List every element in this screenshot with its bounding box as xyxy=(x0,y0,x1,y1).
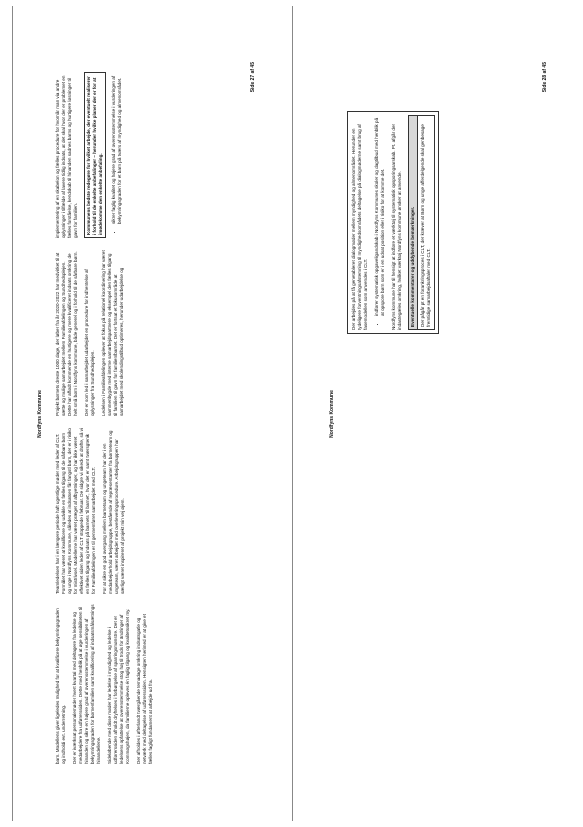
comments-box-header: Eventuelle kommentarer og uddybende bemærkninger. xyxy=(408,115,418,330)
paragraph: barn. Modellens giver ligeledes mulighed for at kvalificere bekymringsgraden og indholdi evt. underretning. xyxy=(54,607,66,764)
recommendation-box: Kommunens bedste redegøre for hvilket arbejde, der eventuelt realiserer i forhold til de enkelte anbefalinger – herunder hvilke planer der er for at imødekomme den enkelte anbefaling. xyxy=(84,72,106,238)
text-column-1 xyxy=(347,111,439,334)
list-item: • sikrer faglig kvalitet og højere grad af overensstemmelse i vurderingen af bekymringsgraden for et barn på tværs af myndighed og almenområdet. xyxy=(111,72,123,224)
paragraph: Teamledelsen har i en længere periode haft ugentlige møder med leder af CLT. Formålet har været at kvalificere og udvikle en fælles tilgang til de sårbare børn og unge i Nordfyns Kommune, således at indsatsen får fangstl barn, der er i risiko for mistrivsel. Modellerne har været præget af afbyetninger, og har ikke været effektivet siden leder af CLT stoppede i februar. De sidgre vi sikeck at drøfte, så vi en fælles tilgang og indsats på barnets 'til barnet', hvor det er samt tværsgtenik for Familieafdelingen er til gennemføret samarbejdet med CLT. xyxy=(54,427,96,594)
document-page-right xyxy=(292,0,583,827)
bullet-list xyxy=(374,115,386,330)
paragraph: Der er som led i samarbejdet udarbejdet en procedure for indhentelse af oplysninger fra Sundhedsplejen. xyxy=(83,268,95,416)
page-footer: Side 27 af 45 xyxy=(249,61,256,92)
page-header: Nordfyns Kommune xyxy=(36,389,43,438)
text-column-2 xyxy=(55,72,128,594)
paragraph: Der arbejdes på at få genetableret dialogmøder mellem myndighed og almenområdet. Herunder en tydeligere forventningsafstemning til myndighedsområdets deltagelse på dialogmøderne samt brug af fasemodellen som anvendes i CLT. xyxy=(350,123,368,330)
page-content-rotated xyxy=(27,34,265,794)
page-footer: Side 28 af 45 xyxy=(541,61,548,92)
paragraph: Der afholdes i øfterlandt tværgående temadage omkring indsatsgatle og netværk med deltagelse af udførerssiden. Hensigten herimed er at give et fælles fagligt fundament at arbejde ud fra. xyxy=(135,613,153,764)
paragraph: Sideløbende med disse møder har ledelse i myndighed og ledelse i udførerssiden afholdt dryftelses i forbørgelse af sparringsmønstre. Det er ledelsens opfattelse at overenstemmelse stog høj til trods for ändringer af Kommøgshøjen, da familierne opleves én faglig tilgang og kvalitetssikret my. xyxy=(106,608,130,764)
paragraph: Der er iværksat personalemøder hvert kvartal med deltagere fra ledelse og medarbejdere fra udførerssiden. Dette med henblik på at øge sensibiliteten til hinanden og sikre en højere grad af overensstemmelse i vurderingen af bekymringsgraden for børnenfamilien samt kvalificering af indsatsmålsætnings hinandellene. xyxy=(71,603,101,764)
page-content-rotated xyxy=(319,34,557,794)
paragraph: Projekt børnets dreste 1000 dage, der løber fra år 2020-2022 har medvirket til at sætte og mulige samarbejdet mellem Familieafdelingen og Sundhedsplejen. Dette har affødt kommende en hurtigere og mere kvalificeret indsats omkring de helt små børn i Nordfyns kommune, både generel og i forhold til de sårbare børn. xyxy=(54,250,78,416)
comments-box-body: Der pågår pt en forankringsproces i CLT, der kræver at Børn og unge afferdelgende skal genbesage fremtidige samarbejdsaftaler med CLT. xyxy=(418,115,435,330)
text-column-1 xyxy=(55,604,159,764)
list-item: • indfører systematisk opgaveligandskab i Nordfyns Kommunes skoler og dagtilbud med henblik på at opspore børn som er i en udsat position eller i risiko for at komme det. xyxy=(374,115,386,316)
document-page-left xyxy=(0,0,291,827)
page-edge-rule xyxy=(12,6,13,821)
page-edge-rule xyxy=(292,6,293,821)
page-header: Nordfyns Kommune xyxy=(328,389,335,438)
paragraph: Ledelsen i Familieafdelingen oplever at fokus på relationel koordinering har været sammenbygde med interne samarbejdspartnere og eksempel den fælles tilgang til familien til gavn for familien/barnet. Det er fortsat et fokusområde at samarbejdet med skolendingstilbud optimeres, herunder udarbejdelse og implementering af en skabelon og fælles procedure for hvornår man via andre oplysninger i tilfælde af lavere tidlig indsats, at det skal hvor der er problemet en fælles forståelse, kendskab til hinanden sadnes barns og hurtigere løsninger til gavn for familien. xyxy=(54,75,124,416)
bullet-list xyxy=(111,72,123,238)
paragraph: For at sikre en god overgang mellem barnetsam og ungeteam har der i en medarbejderhold arbejdsgruppe, bestående af repræsentanter fra børneteam og ungeteam, været arbejdet med overleveringsprocedure. Arbejdsgruppen har særligt været inspireret af projekt min vej øjem. xyxy=(101,430,125,594)
paragraph: Nordfyns kommune har til hensigt at indføre et værktøj til systematisk opsporingsarskab. Pt. afgår der indastegæles omkring, hvilket værktøj Nordfyns kommune ønsker at anvende. xyxy=(390,123,402,330)
